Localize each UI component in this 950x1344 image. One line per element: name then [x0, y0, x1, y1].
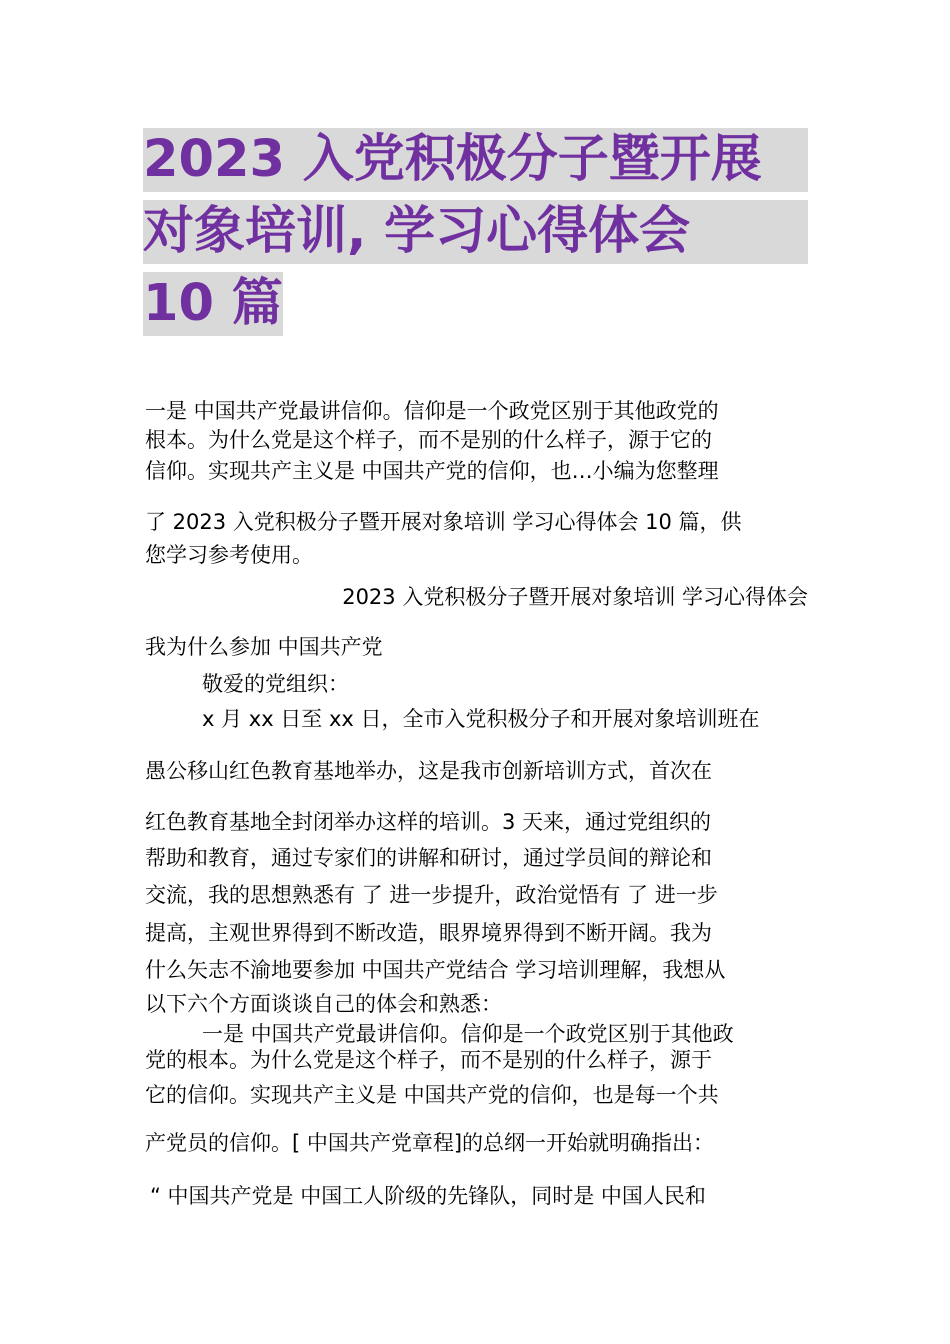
body-line: 信仰。实现共产主义是 中国共产党的信仰，也…小编为您整理	[145, 459, 719, 483]
body-line: 红色教育基地全封闭举办这样的培训。3 天来，通过党组织的	[145, 810, 712, 834]
title-line: 10 篇	[143, 272, 283, 336]
body-line: 交流，我的思想熟悉有 了 进一步提升，政治觉悟有 了 进一步	[145, 883, 718, 907]
title-line: 2023 入党积极分子暨开展	[143, 128, 808, 192]
body-line: x 月 xx 日至 xx 日，全市入党积极分子和开展对象培训班在	[202, 707, 760, 731]
title-line: 对象培训, 学习心得体会	[143, 200, 808, 264]
body-line: 一是 中国共产党最讲信仰。信仰是一个政党区别于其他政	[202, 1022, 734, 1046]
body-line: “ 中国共产党是 中国工人阶级的先锋队，同时是 中国人民和	[150, 1184, 706, 1208]
body-line: 产党员的信仰。[ 中国共产党章程]的总纲一开始就明确指出：	[145, 1131, 715, 1155]
body-line: 一是 中国共产党最讲信仰。信仰是一个政党区别于其他政党的	[145, 399, 719, 423]
body-line: 您学习参考使用。	[145, 543, 313, 567]
section-heading: 2023 入党积极分子暨开展对象培训 学习心得体会	[342, 585, 808, 609]
body-line: 根本。为什么党是这个样子，而不是别的什么样子，源于它的	[145, 428, 712, 452]
body-line: 了 2023 入党积极分子暨开展对象培训 学习心得体会 10 篇，供	[145, 510, 742, 534]
body-line: 以下六个方面谈谈自己的体会和熟悉：	[145, 992, 502, 1016]
body-line: 我为什么参加 中国共产党	[145, 635, 383, 659]
body-line: 什么矢志不渝地要参加 中国共产党结合 学习培训理解，我想从	[145, 958, 726, 982]
body-line: 党的根本。为什么党是这个样子，而不是别的什么样子，源于	[145, 1048, 712, 1072]
body-line: 帮助和教育，通过专家们的讲解和研讨，通过学员间的辩论和	[145, 846, 712, 870]
body-line: 提高，主观世界得到不断改造，眼界境界得到不断开阔。我为	[145, 921, 712, 945]
body-line: 愚公移山红色教育基地举办，这是我市创新培训方式，首次在	[145, 759, 712, 783]
body-line: 它的信仰。实现共产主义是 中国共产党的信仰，也是每一个共	[145, 1083, 719, 1107]
salutation: 敬爱的党组织：	[202, 672, 349, 696]
